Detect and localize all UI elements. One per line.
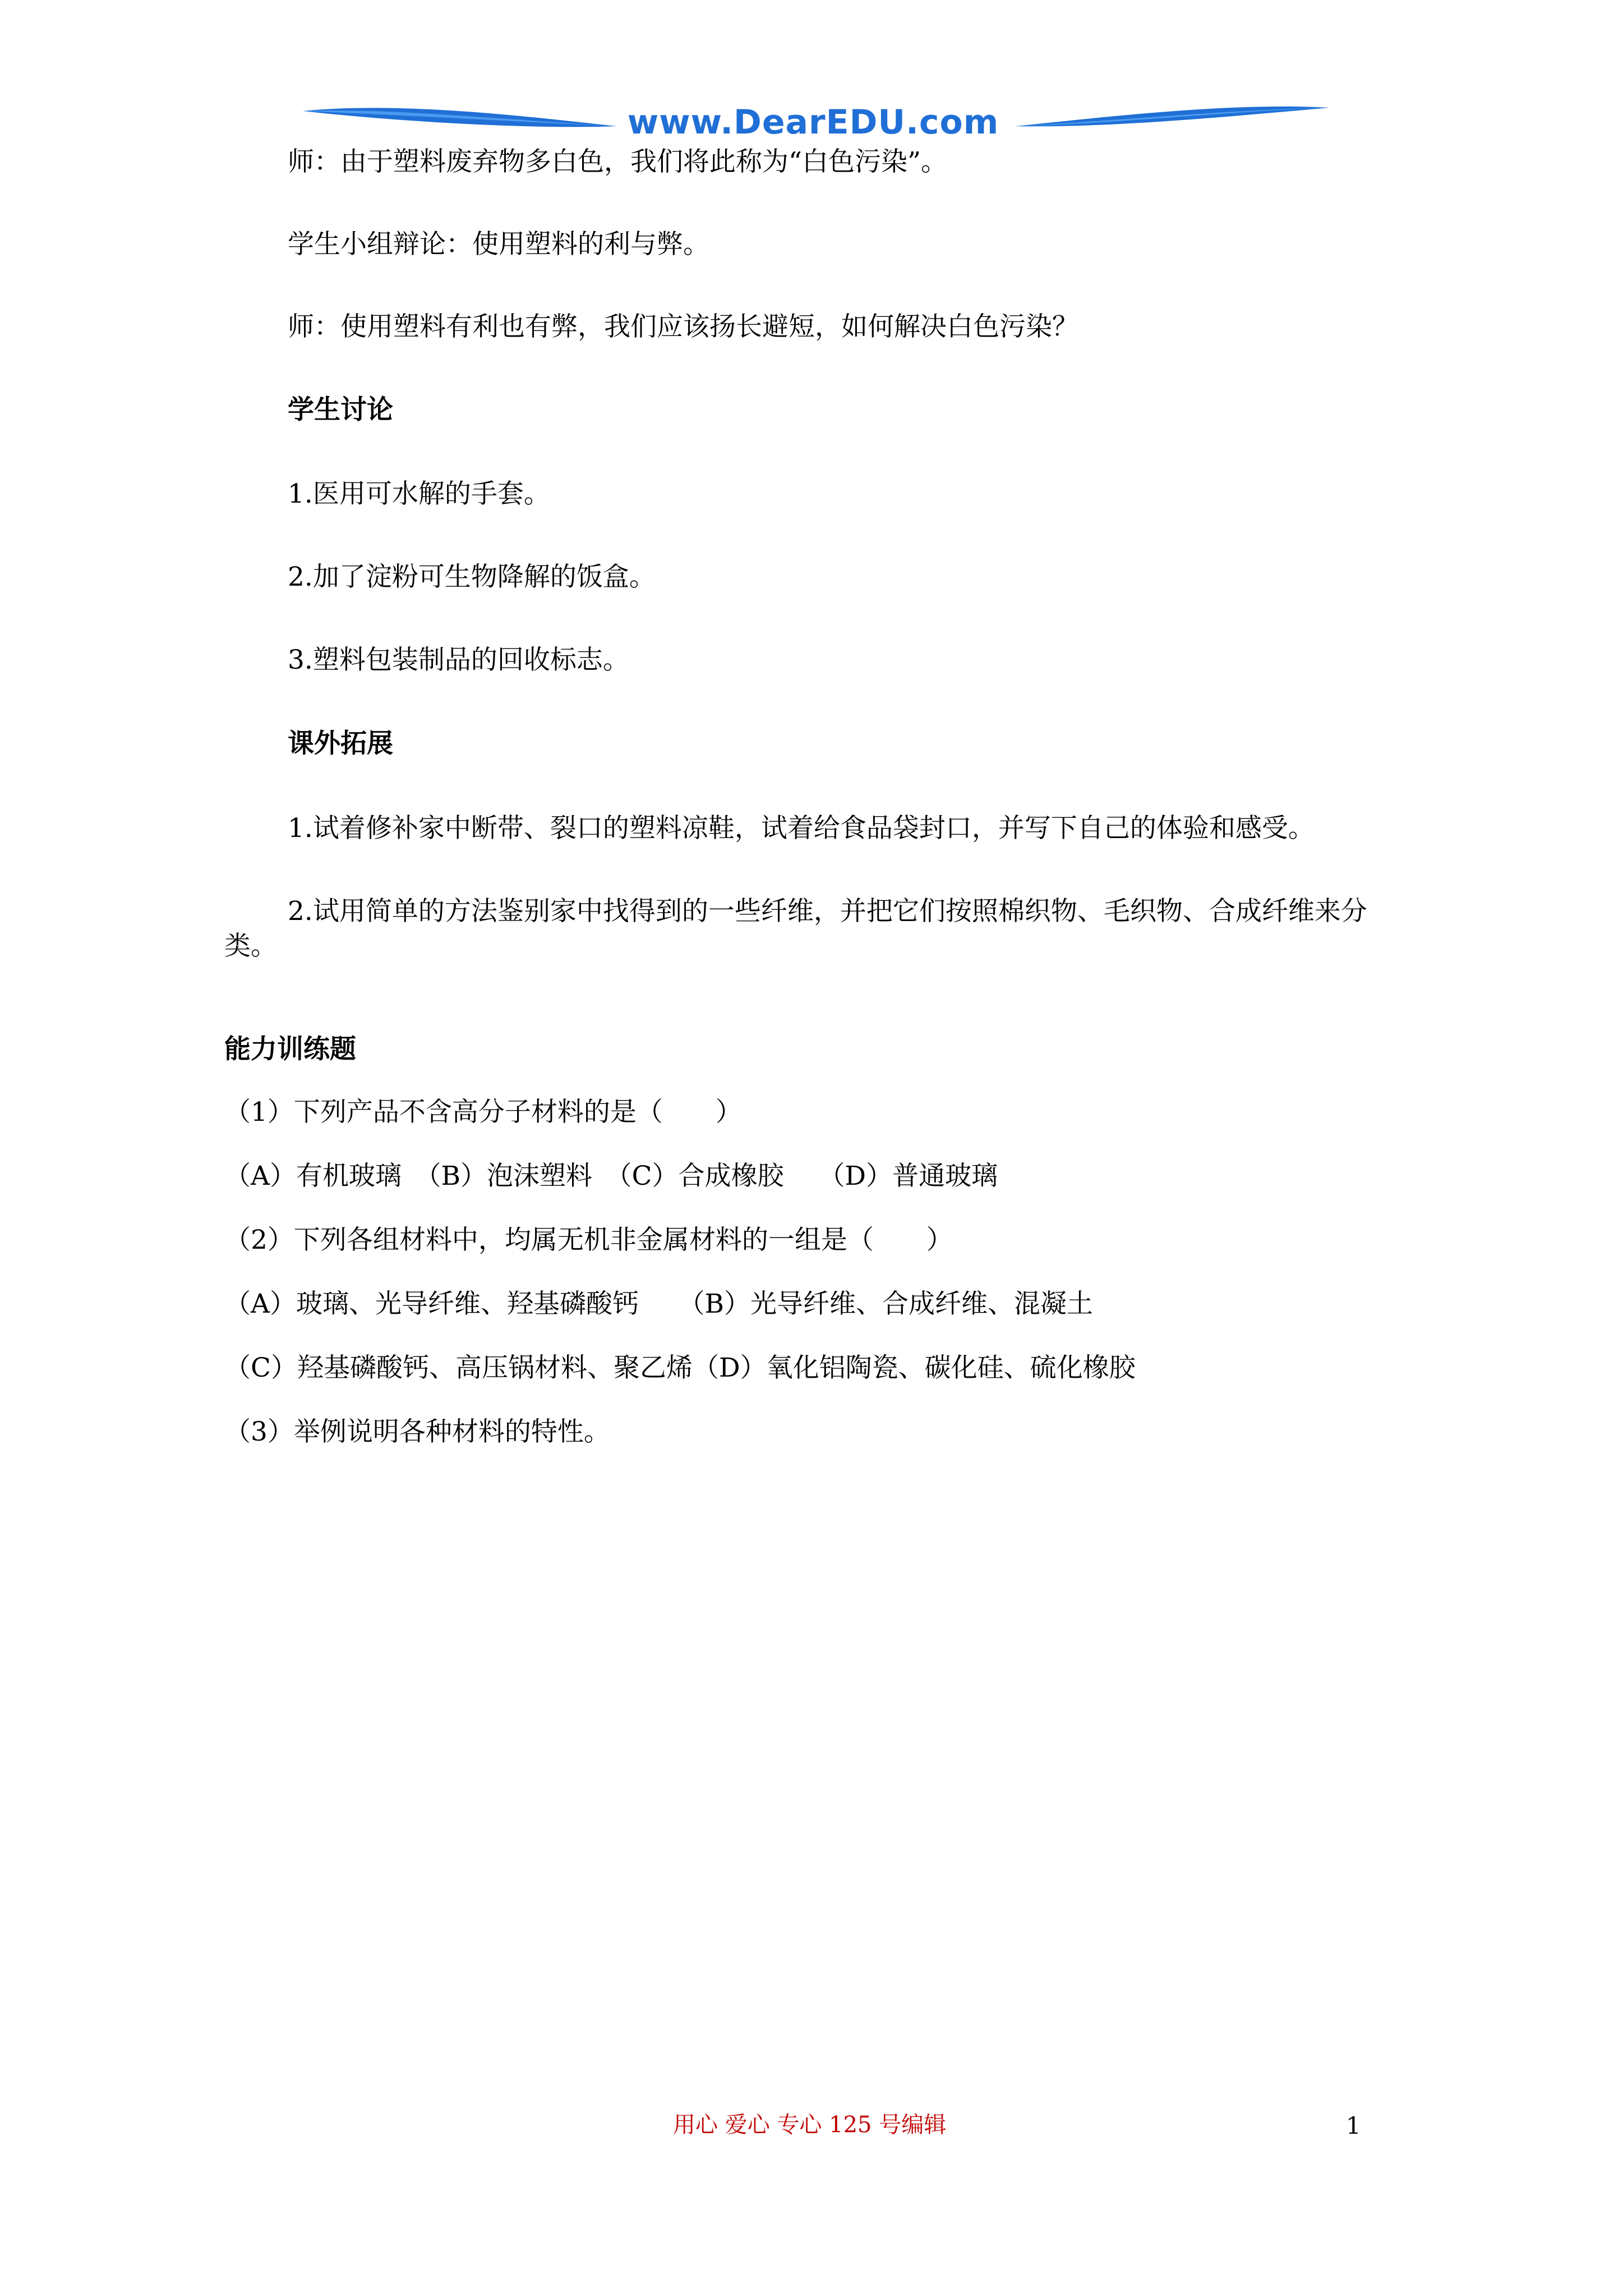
extension-item-1: 1.试着修补家中断带、裂口的塑料凉鞋，试着给食品袋封口，并写下自己的体验和感受。	[288, 813, 1315, 844]
heading-ability-training: 能力训练题	[224, 1034, 356, 1065]
question-1: （1）下列产品不含高分子材料的是（ ）	[224, 1097, 742, 1128]
discussion-item-2: 2.加了淀粉可生物降解的饭盒。	[288, 562, 656, 592]
paragraph-teacher-question: 师：使用塑料有利也有弊，我们应该扬长避短，如何解决白色污染？	[288, 311, 1078, 342]
site-logo-text: www.DearEDU.com	[627, 103, 999, 142]
heading-extracurricular: 课外拓展	[288, 728, 393, 759]
paragraph-teacher-white-pollution: 师：由于塑料废弃物多白色，我们将此称为“白色污染”。	[288, 146, 948, 177]
question-2: （2）下列各组材料中，均属无机非金属材料的一组是（ ）	[224, 1225, 953, 1255]
question-2-options-row-1: （A）玻璃、光导纤维、羟基磷酸钙 （B）光导纤维、合成纤维、混凝土	[224, 1289, 1093, 1319]
page-number: 1	[1346, 2112, 1361, 2139]
heading-student-discussion: 学生讨论	[288, 394, 393, 425]
footer-editor-note: 用心 爱心 专心 125 号编辑	[673, 2112, 947, 2138]
question-3: （3）举例说明各种材料的特性。	[224, 1416, 610, 1447]
discussion-item-1: 1.医用可水解的手套。	[288, 478, 550, 509]
question-2-options-row-2: （C）羟基磷酸钙、高压锅材料、聚乙烯（D）氧化铝陶瓷、碳化硅、硫化橡胶	[224, 1352, 1136, 1383]
paragraph-student-debate: 学生小组辩论：使用塑料的利与弊。	[288, 229, 709, 260]
discussion-item-3: 3.塑料包装制品的回收标志。	[288, 645, 629, 675]
question-1-options: （A）有机玻璃 （B）泡沫塑料 （C）合成橡胶 （D）普通玻璃	[224, 1161, 998, 1191]
extension-item-2: 2.试用简单的方法鉴别家中找得到的一些纤维，并把它们按照棉织物、毛织物、合成纤维来分类。	[224, 896, 1367, 961]
